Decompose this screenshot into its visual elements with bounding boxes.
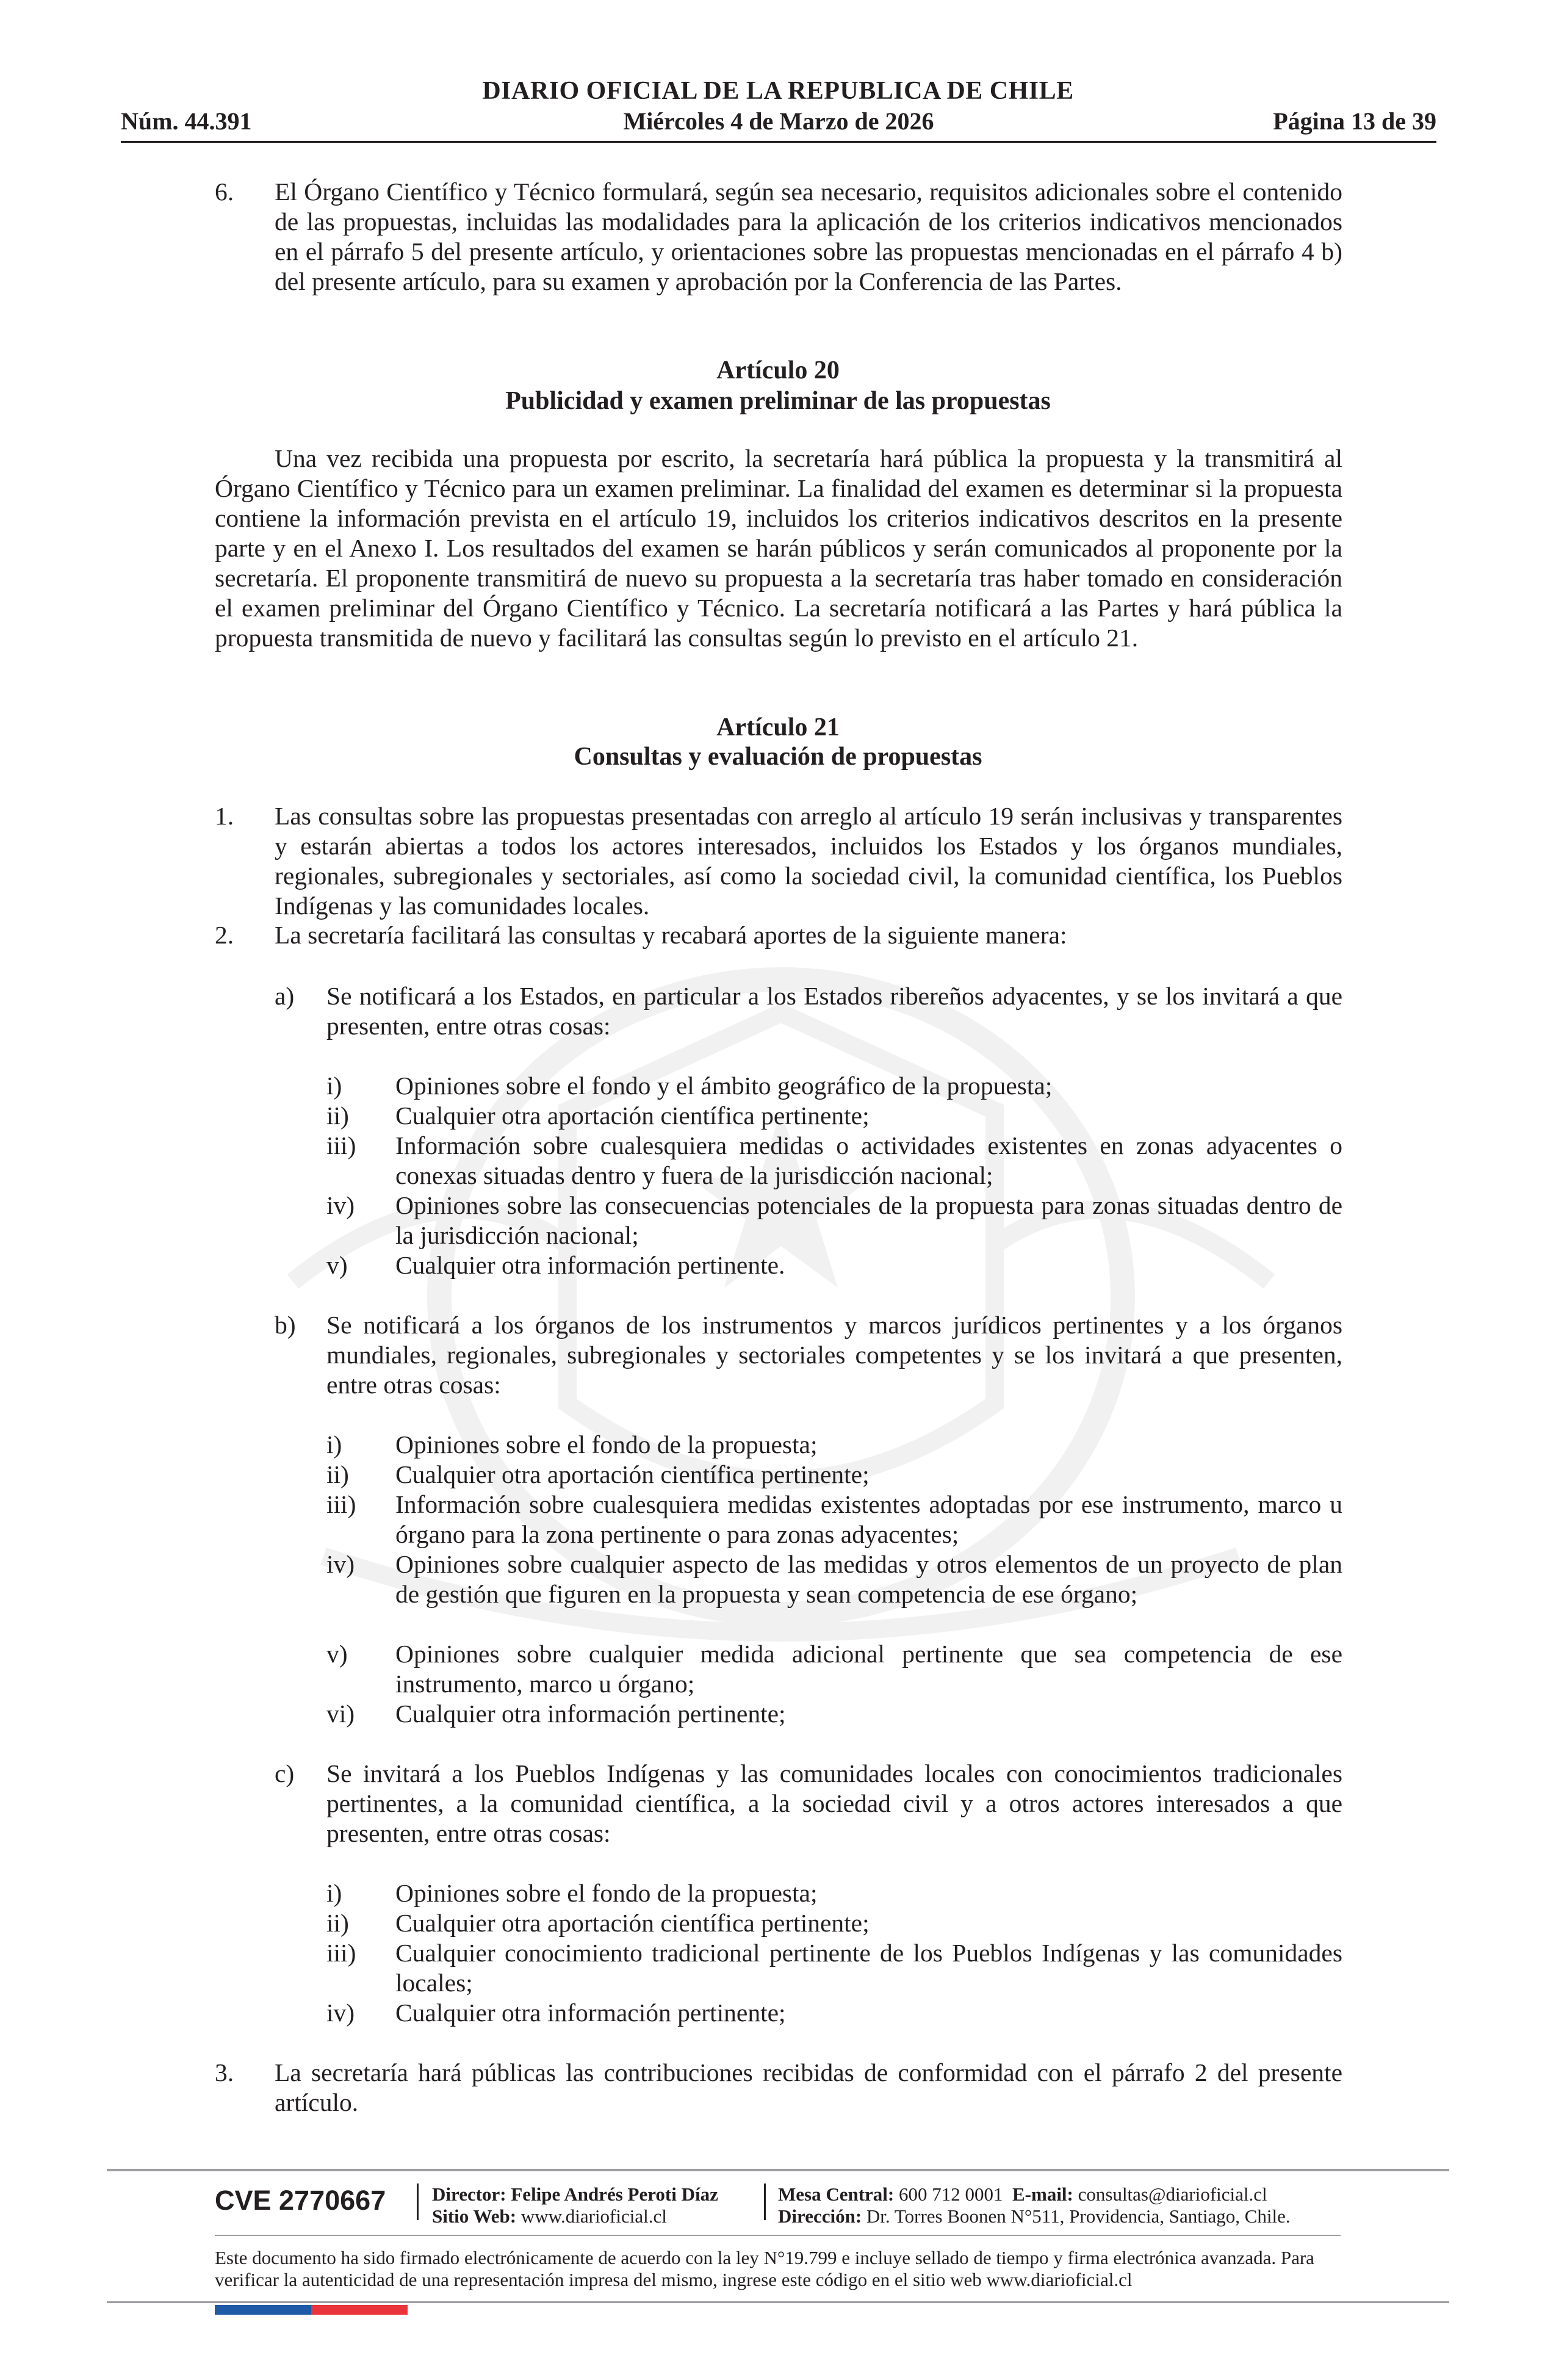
site-label: Sitio Web:: [432, 2205, 517, 2227]
footer-bottom-rule: [107, 2301, 1449, 2303]
footer-top-rule: [107, 2169, 1449, 2171]
address-label: Dirección:: [778, 2205, 862, 2227]
paragraph-number: 3.: [215, 2058, 234, 2086]
subparagraph-b: Se notificará a los órganos de los instrumentos y marcos jurídicos pertinentes y a los órganos mundiales, regionales, subregionales y sectoriales competentes y se los invitará a que presenten, entre otras cosas:: [326, 1311, 1342, 1399]
list-item: Cualquier otra información pertinente;: [395, 1999, 786, 2027]
list-item: Cualquier otra información pertinente.: [395, 1251, 785, 1279]
item-number: ii): [326, 1102, 349, 1130]
item-number: v): [326, 1251, 348, 1279]
paragraph-number: 2.: [215, 921, 234, 949]
issue-date: Miércoles 4 de Marzo de 2026: [623, 107, 934, 135]
article-21-title: Consultas y evaluación de propuestas: [574, 743, 982, 771]
issue-number: Núm. 44.391: [121, 107, 252, 135]
footer-separator: [764, 2183, 766, 2220]
item-number: iii): [326, 1490, 356, 1518]
list-item: Cualquier otra aportación científica pertinente;: [395, 1909, 870, 1937]
item-number: v): [326, 1640, 348, 1668]
list-item: Opiniones sobre el fondo y el ámbito geográfico de la propuesta;: [395, 1072, 1053, 1100]
footer-mid-rule: [215, 2235, 1341, 2236]
subparagraph-a: Se notificará a los Estados, en particular a los Estados ribereños adyacentes, y se los invitará a que presenten, entre otras cosas:: [326, 982, 1342, 1040]
subparagraph-label: a): [275, 982, 295, 1010]
site-link[interactable]: www.diarioficial.cl: [520, 2205, 667, 2227]
item-number: iv): [326, 1999, 355, 2027]
director-label: Director:: [432, 2183, 506, 2205]
header-row: [121, 105, 1436, 138]
item-number: iii): [326, 1939, 356, 1967]
page-number: Página 13 de 39: [1273, 107, 1436, 135]
article-20-title: Publicidad y examen preliminar de las propuestas: [505, 387, 1051, 415]
article-21-paragraph-1: Las consultas sobre las propuestas presentadas con arreglo al artículo 19 serán inclusivas y transparentes y estarán abiertas a todos los actores interesados, incluidos los Estados y los órganos mundiales, regionales, subregionales y sectoriales, así como la sociedad civil, la comunidad científica, los Pueblos Indígenas y las comunidades locales.: [275, 802, 1342, 920]
item-number: iv): [326, 1191, 355, 1219]
item-number: i): [326, 1430, 342, 1459]
item-number: ii): [326, 1460, 349, 1488]
paragraph-number: 1.: [215, 802, 234, 830]
subparagraph-c: Se invitará a los Pueblos Indígenas y las comunidades locales con conocimientos tradicionales pertinentes, a la comunidad científica, a la sociedad civil y a otros actores interesados a que presenten, entre otras cosas:: [326, 1759, 1342, 1847]
footer-director-line: [432, 2183, 718, 2205]
item-number: iv): [326, 1550, 355, 1578]
article-21-number: Artículo 21: [716, 713, 840, 741]
list-item: Información sobre cualesquiera medidas existentes adoptadas por ese instrumento, marco u órgano para la zona pertinente o para zonas adyacentes;: [395, 1490, 1342, 1548]
list-item: Cualquier otra aportación científica pertinente;: [395, 1102, 870, 1130]
article-20-body: Una vez recibida una propuesta por escrito, la secretaría hará pública la propuesta y la transmitirá al Órgano Científico y Técnico para un examen preliminar. La finalidad del examen es determinar si la propuesta contiene la información prevista en el artículo 19, incluidos los criterios indicativos descritos en la presente parte y en el Anexo I. Los resultados del examen se harán públicos y serán comunicados al proponente por la secretaría. El proponente transmitirá de nuevo su propuesta a la secretaría tras haber tomado en consideración el examen preliminar del Órgano Científico y Técnico. La secretaría notificará a las Partes y hará pública la propuesta transmitida de nuevo y facilitará las consultas según lo previsto en el artículo 21.: [215, 444, 1342, 652]
phone-label: Mesa Central:: [778, 2183, 895, 2205]
footer-director-block: [432, 2183, 718, 2227]
footer-phone-line: [778, 2183, 1291, 2205]
flag-stripe-red: [311, 2305, 408, 2315]
paragraph-6: El Órgano Científico y Técnico formulará, según sea necesario, requisitos adicionales sobre el contenido de las propuestas, incluidas las modalidades para la aplicación de los criterios indicativos mencionados en el párrafo 5 del presente artículo, y orientaciones sobre las propuestas mencionadas en el párrafo 4 b) del presente artículo, para su examen y aprobación por la Conferencia de las Partes.: [275, 178, 1342, 295]
item-number: vi): [326, 1700, 355, 1728]
phone-value: 600 712 0001: [899, 2183, 1003, 2205]
cve-code: CVE 2770667: [215, 2185, 386, 2216]
paragraph-number: 6.: [215, 178, 234, 206]
list-item: Opiniones sobre el fondo de la propuesta;: [395, 1879, 818, 1907]
signature-legal-notice: Este documento ha sido firmado electrónicamente de acuerdo con la ley N°19.799 e incluye sellado de tiempo y firma electrónica avanzada. Para verificar la autenticidad de una representación impresa del mismo, ingrese este código en el sitio web www.diarioficial.cl: [215, 2247, 1314, 2290]
footer-address-line: [778, 2205, 1291, 2227]
list-item: Información sobre cualesquiera medidas o actividades existentes en zonas adyacentes o conexas situadas dentro y fuera de la jurisdicción nacional;: [395, 1131, 1342, 1189]
footer-separator: [417, 2183, 419, 2220]
subparagraph-label: c): [275, 1759, 295, 1787]
footer-site-line: [432, 2205, 718, 2227]
email-label: E-mail:: [1012, 2183, 1073, 2205]
subparagraph-label: b): [275, 1311, 296, 1339]
list-item: Opiniones sobre cualquier aspecto de las medidas y otros elementos de un proyecto de plan de gestión que figuren en la propuesta y sean competencia de ese órgano;: [395, 1550, 1342, 1608]
article-21-paragraph-3: La secretaría hará públicas las contribuciones recibidas de conformidad con el párrafo 2 del presente artículo.: [275, 2058, 1342, 2116]
header-divider: [121, 141, 1436, 143]
list-item: Opiniones sobre el fondo de la propuesta;: [395, 1430, 818, 1459]
flag-stripe-blue: [215, 2305, 311, 2315]
director-name: Felipe Andrés Peroti Díaz: [511, 2183, 718, 2205]
list-item: Cualquier otra aportación científica pertinente;: [395, 1460, 870, 1488]
article-20-number: Artículo 20: [716, 356, 840, 384]
item-number: iii): [326, 1131, 356, 1159]
article-21-paragraph-2: La secretaría facilitará las consultas y recabará aportes de la siguiente manera:: [275, 921, 1067, 949]
list-item: Opiniones sobre las consecuencias potenciales de la propuesta para zonas situadas dentro de la jurisdicción nacional;: [395, 1191, 1342, 1249]
address-value: Dr. Torres Boonen N°511, Providencia, Santiago, Chile.: [866, 2205, 1291, 2227]
footer-contact-block: [778, 2183, 1291, 2227]
item-number: ii): [326, 1909, 349, 1937]
list-item: Cualquier otra información pertinente;: [395, 1700, 786, 1728]
item-number: i): [326, 1879, 342, 1907]
list-item: Opiniones sobre cualquier medida adicional pertinente que sea competencia de ese instrumento, marco u órgano;: [395, 1640, 1342, 1698]
email-link[interactable]: consultas@diarioficial.cl: [1078, 2183, 1267, 2205]
item-number: i): [326, 1072, 342, 1100]
list-item: Cualquier conocimiento tradicional pertinente de los Pueblos Indígenas y las comunidades locales;: [395, 1939, 1342, 1997]
newspaper-title: DIARIO OFICIAL DE LA REPUBLICA DE CHILE: [482, 77, 1074, 105]
